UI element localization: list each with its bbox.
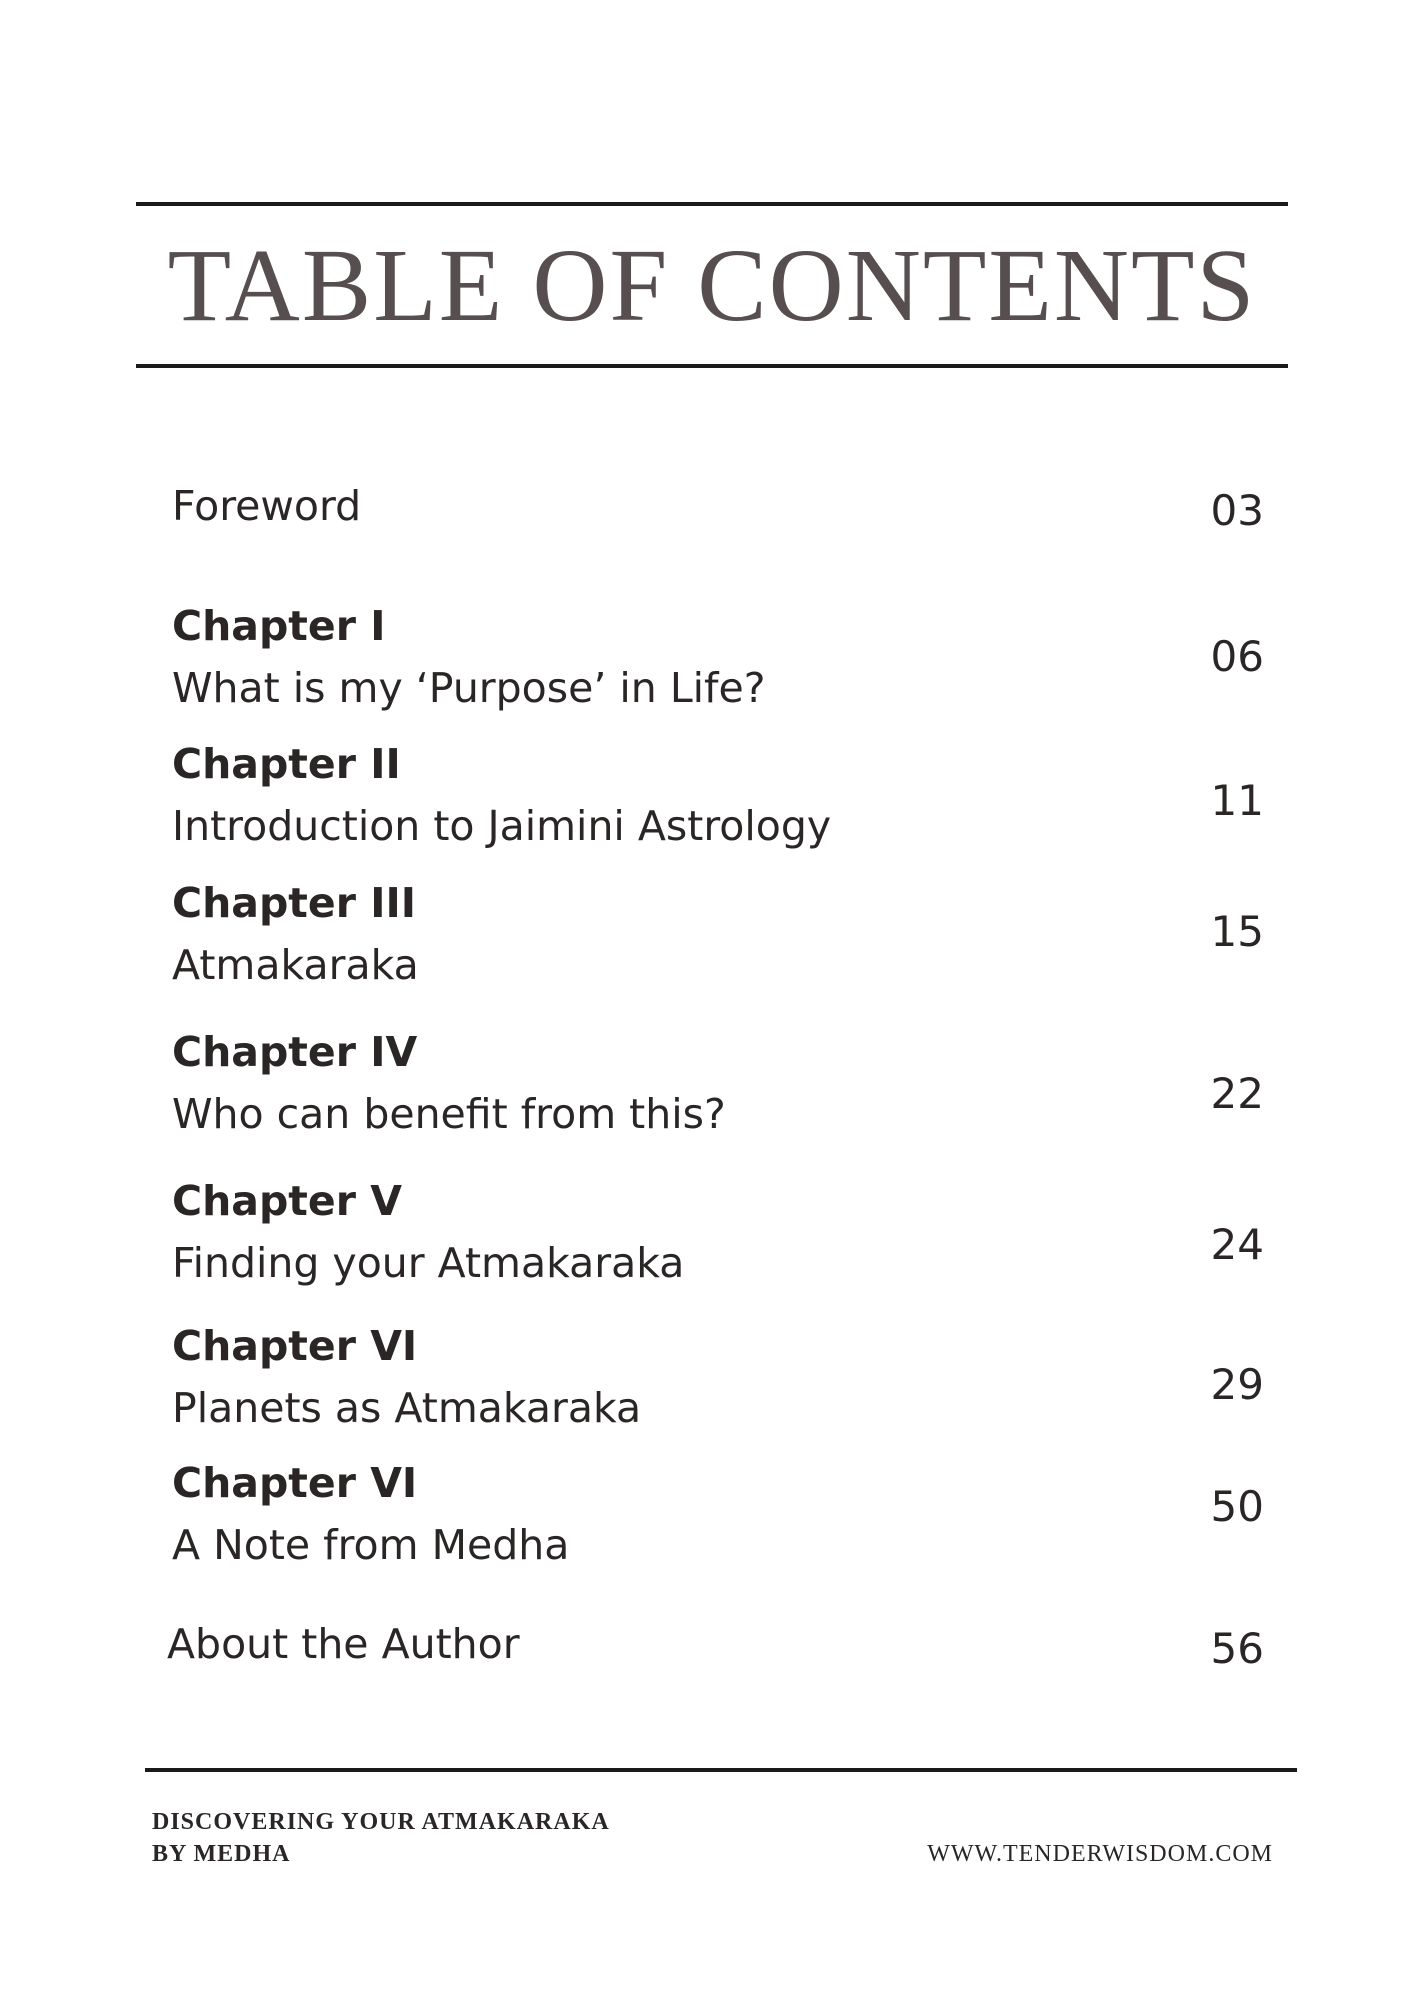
toc-entry-title: Planets as Atmakaraka — [172, 1384, 642, 1432]
toc-chapter-label: Chapter II — [172, 740, 401, 788]
toc-chapter-label: Chapter VI — [172, 1459, 418, 1507]
toc-page-number: 03 — [1210, 486, 1264, 535]
toc-chapter-label: Chapter I — [172, 602, 386, 650]
toc-entry-chapter-2[interactable] — [0, 733, 1414, 857]
toc-entry-chapter-4[interactable] — [0, 1021, 1414, 1145]
toc-entry-title: Finding your Atmakaraka — [172, 1239, 685, 1287]
toc-entry-chapter-3[interactable] — [0, 872, 1414, 996]
toc-entry-foreword[interactable] — [0, 475, 1414, 545]
footer-book-title: DISCOVERING YOUR ATMAKARAKA — [152, 1809, 610, 1835]
toc-chapter-label: Chapter VI — [172, 1322, 418, 1370]
toc-page-number: 06 — [1210, 632, 1264, 681]
toc-entry-title: A Note from Medha — [172, 1521, 570, 1569]
footer-divider — [145, 1768, 1297, 1772]
page-title: TABLE OF CONTENTS — [167, 228, 1257, 343]
toc-entry-chapter-5[interactable] — [0, 1170, 1414, 1294]
toc-page-number: 11 — [1210, 776, 1264, 825]
toc-entry-chapter-1[interactable] — [0, 595, 1414, 719]
toc-page-number: 24 — [1210, 1220, 1264, 1269]
footer-book-info — [152, 1806, 610, 1870]
toc-entry-title: About the Author — [167, 1620, 520, 1668]
toc-chapter-label: Chapter III — [172, 879, 416, 927]
title-divider — [136, 364, 1288, 368]
top-divider — [136, 202, 1288, 206]
toc-entry-title: Atmakaraka — [172, 941, 419, 989]
toc-entry-title: Foreword — [172, 482, 362, 530]
toc-page-number: 29 — [1210, 1360, 1264, 1409]
toc-entry-chapter-6-note[interactable] — [0, 1452, 1414, 1576]
toc-page-number: 50 — [1210, 1482, 1264, 1531]
toc-entry-chapter-6[interactable] — [0, 1315, 1414, 1439]
toc-entry-title: What is my ‘Purpose’ in Life? — [172, 664, 766, 712]
toc-page-number: 15 — [1210, 907, 1264, 956]
toc-page-number: 22 — [1210, 1069, 1264, 1118]
toc-entry-about-author[interactable] — [0, 1613, 1414, 1683]
footer-website[interactable]: WWW.TENDERWISDOM.COM — [927, 1841, 1273, 1867]
toc-entry-title: Who can benefit from this? — [172, 1090, 726, 1138]
toc-entry-title: Introduction to Jaimini Astrology — [172, 802, 832, 850]
toc-chapter-label: Chapter IV — [172, 1028, 418, 1076]
toc-page-number: 56 — [1210, 1624, 1264, 1673]
toc-chapter-label: Chapter V — [172, 1177, 402, 1225]
footer-author: BY MEDHA — [152, 1841, 291, 1867]
